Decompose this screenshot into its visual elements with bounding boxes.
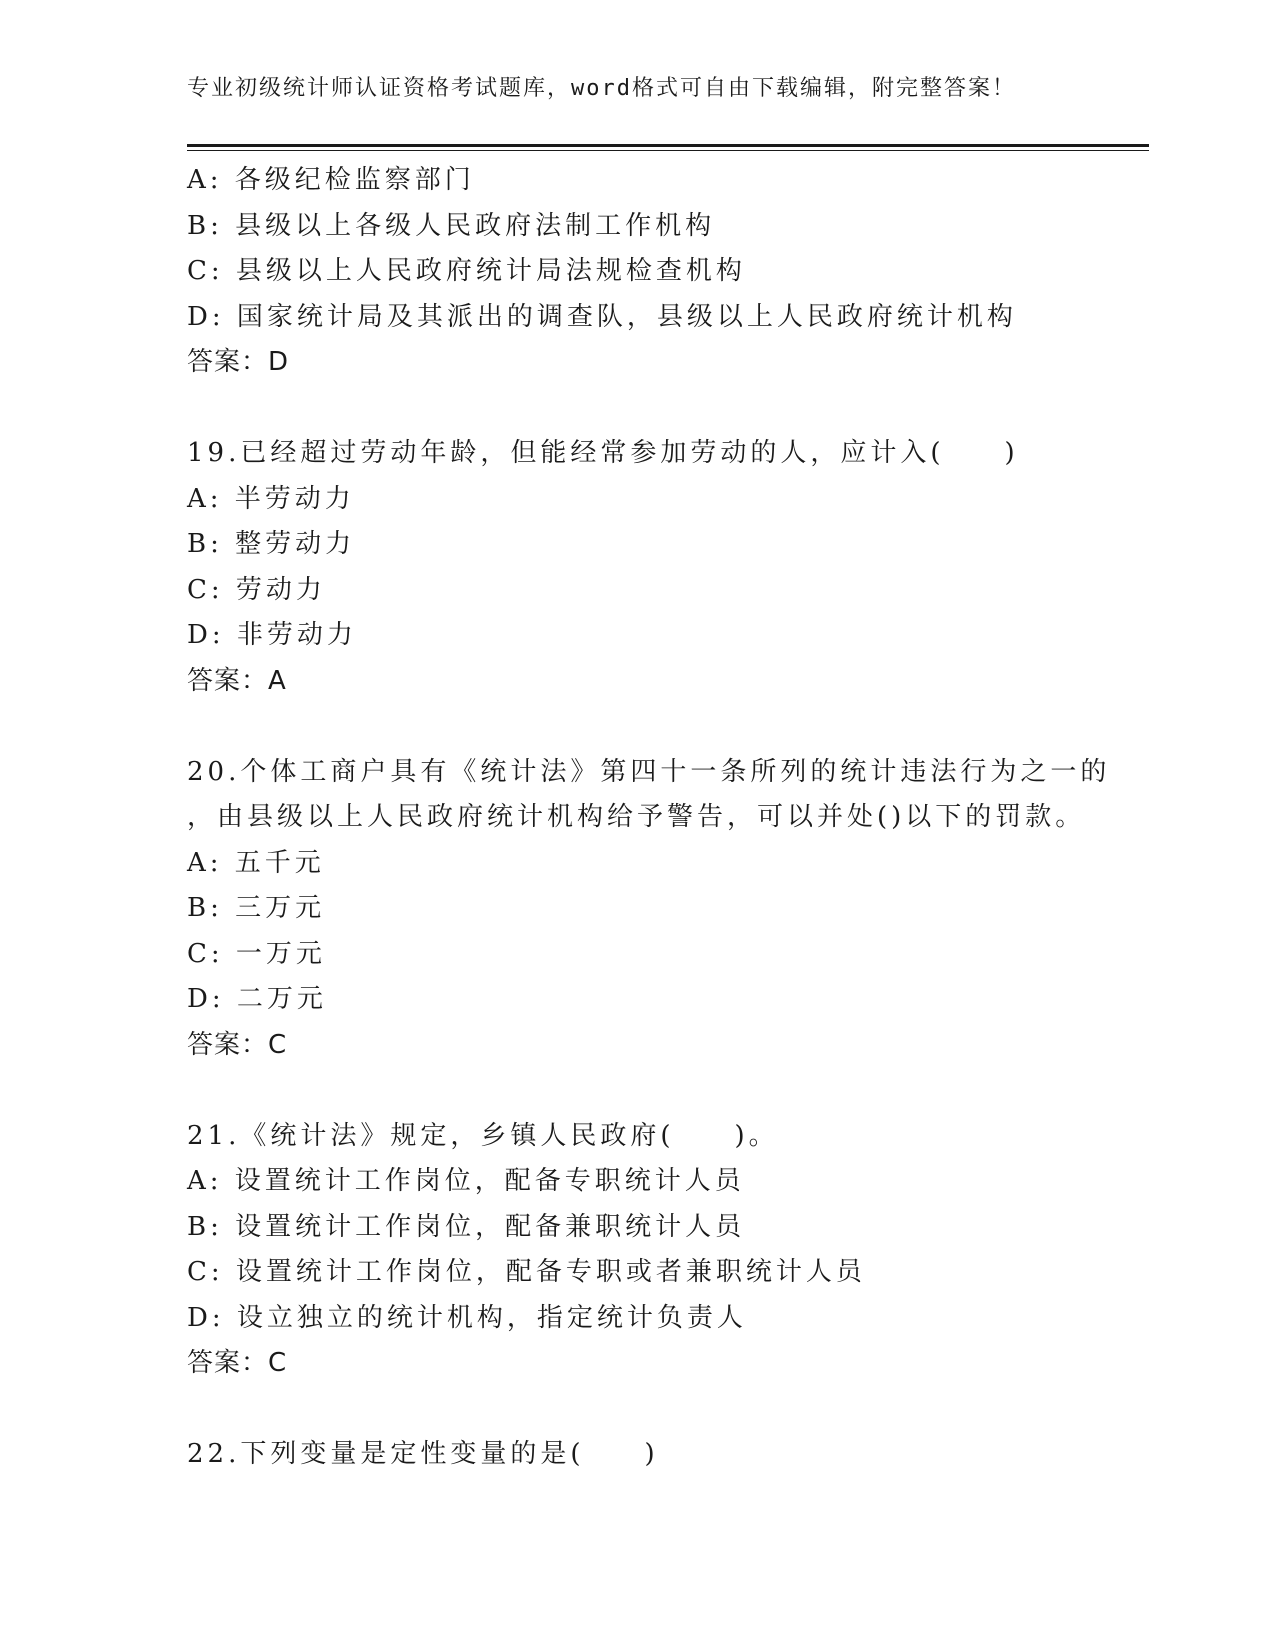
question-stem: 19.已经超过劳动年龄，但能经常参加劳动的人，应计入( ) bbox=[187, 438, 1019, 468]
option-c: C: 一万元 bbox=[187, 938, 326, 969]
option-d: D: 设立独立的统计机构，指定统计负责人 bbox=[187, 1302, 747, 1333]
header-rule-thick bbox=[187, 144, 1149, 147]
option-a: A: 设置统计工作岗位，配备专职统计人员 bbox=[187, 1166, 745, 1196]
option-a: A: 各级纪检监察部门 bbox=[187, 165, 475, 195]
question-content bbox=[187, 158, 1147, 1478]
question-stem: 22.下列变量是定性变量的是( ) bbox=[187, 1439, 659, 1469]
option-d: D: 国家统计局及其派出的调查队，县级以上人民政府统计机构 bbox=[187, 301, 1017, 332]
question-22 bbox=[187, 1432, 1147, 1478]
spacer bbox=[187, 704, 1147, 750]
question-stem-line-1: 20.个体工商户具有《统计法》第四十一条所列的统计违法行为之一的 bbox=[187, 756, 1111, 787]
question-21 bbox=[187, 1114, 1147, 1387]
question-stem: 21.《统计法》规定，乡镇人民政府( )。 bbox=[187, 1120, 779, 1151]
spacer bbox=[187, 1068, 1147, 1114]
option-c: C: 县级以上人民政府统计局法规检查机构 bbox=[187, 256, 746, 286]
question-20 bbox=[187, 750, 1147, 1069]
option-d: D: 二万元 bbox=[187, 984, 327, 1014]
option-a: A: 五千元 bbox=[187, 847, 325, 878]
option-b: B: 三万元 bbox=[187, 893, 326, 923]
option-c: C: 设置统计工作岗位，配备专职或者兼职统计人员 bbox=[187, 1257, 866, 1287]
question-19 bbox=[187, 431, 1147, 704]
header-rule-thin bbox=[187, 150, 1149, 151]
option-b: B: 县级以上各级人民政府法制工作机构 bbox=[187, 210, 716, 241]
answer-line: 答案：C bbox=[187, 1348, 288, 1378]
answer-line: 答案：D bbox=[187, 347, 290, 377]
option-a: A: 半劳动力 bbox=[187, 483, 355, 514]
option-b: B: 设置统计工作岗位，配备兼职统计人员 bbox=[187, 1211, 746, 1242]
option-c: C: 劳动力 bbox=[187, 574, 326, 605]
carryover-question bbox=[187, 158, 1147, 386]
question-stem-line-2: ，由县级以上人民政府统计机构给予警告，可以并处()以下的罚款。 bbox=[187, 802, 1086, 832]
option-b: B: 整劳动力 bbox=[187, 529, 356, 559]
option-d: D: 非劳动力 bbox=[187, 620, 357, 650]
spacer bbox=[187, 386, 1147, 432]
answer-line: 答案：A bbox=[187, 665, 287, 696]
spacer bbox=[187, 1387, 1147, 1433]
page-header: 专业初级统计师认证资格考试题库，word格式可自由下载编辑，附完整答案！ bbox=[187, 76, 1016, 101]
answer-line: 答案：C bbox=[187, 1029, 288, 1060]
